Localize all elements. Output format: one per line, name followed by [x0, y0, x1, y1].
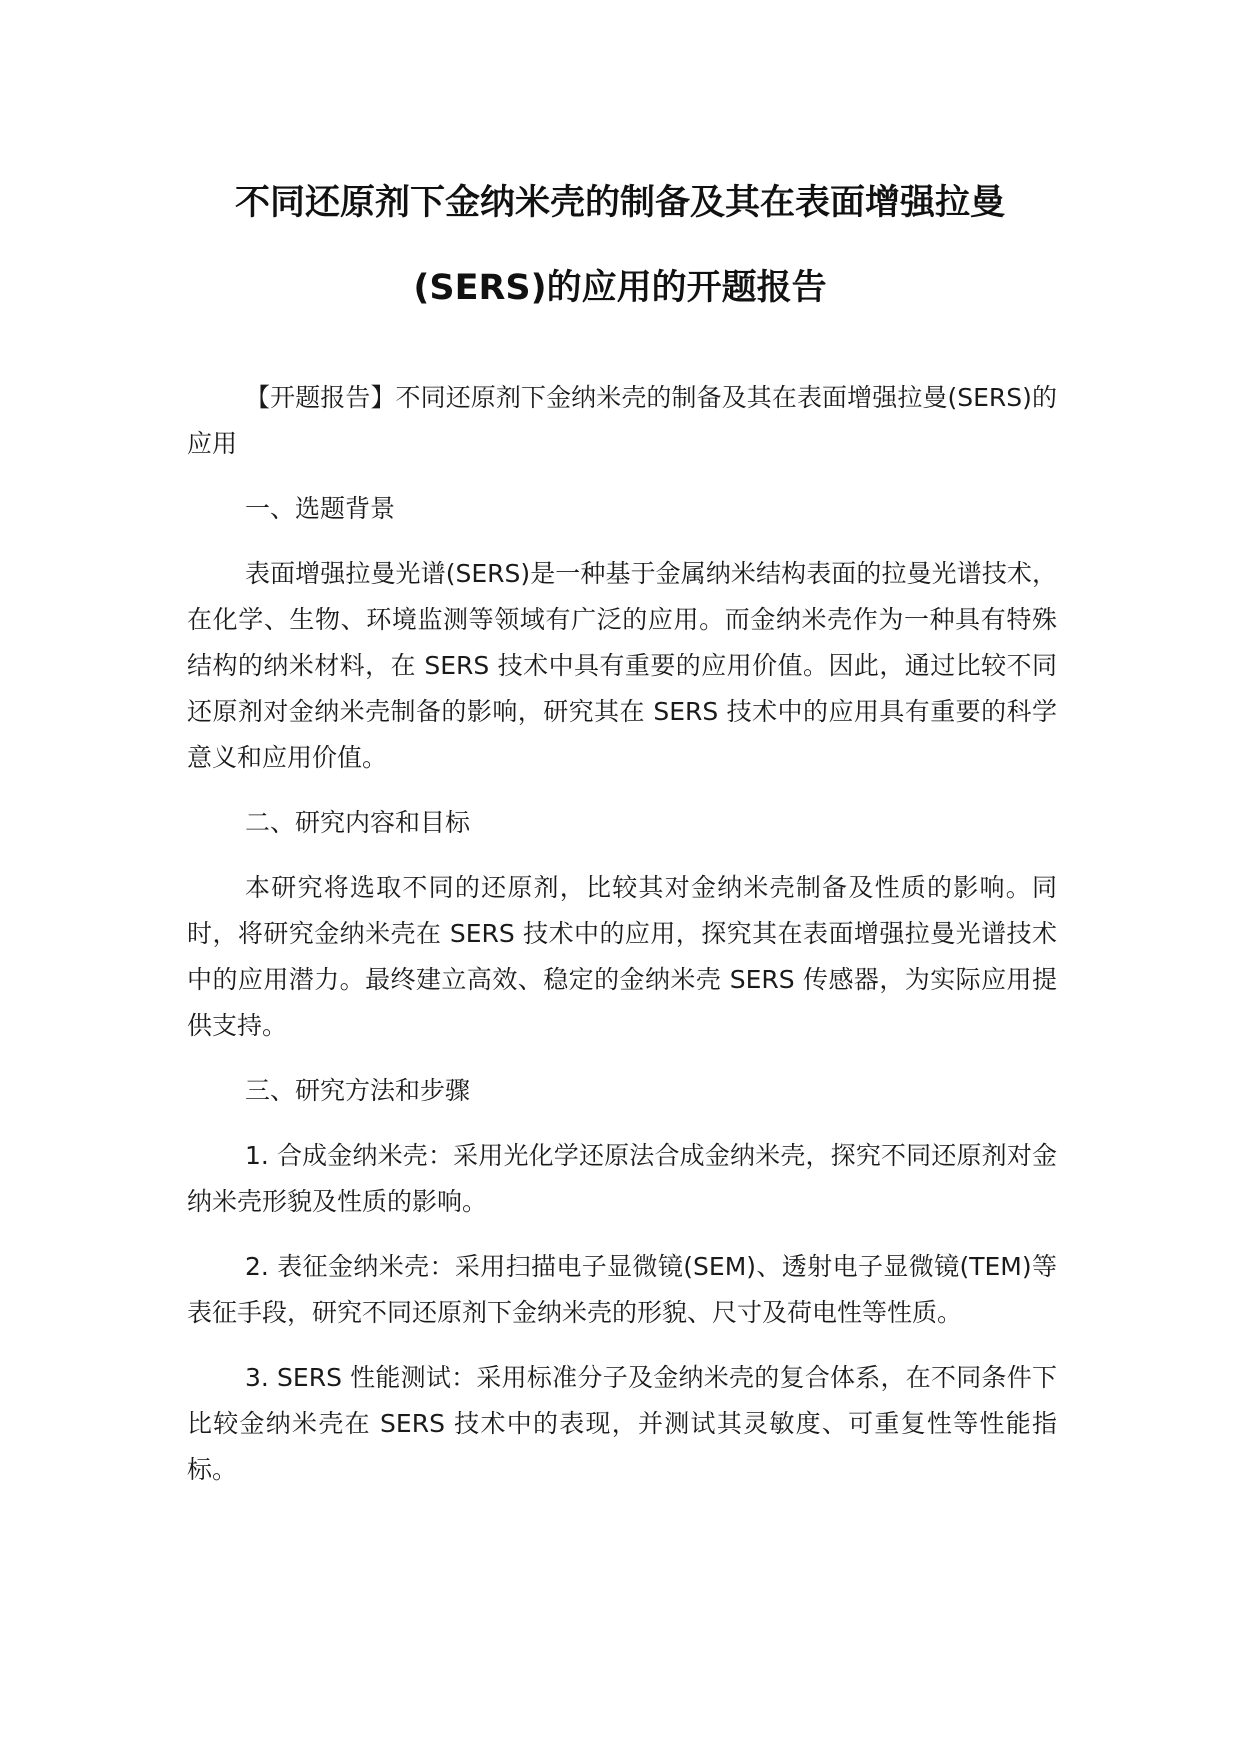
intro-paragraph: 【开题报告】不同还原剂下金纳米壳的制备及其在表面增强拉曼(SERS)的应用 — [187, 383, 1057, 458]
method-step-2: 2. 表征金纳米壳：采用扫描电子显微镜(SEM)、透射电子显微镜(TEM)等表征手段，研究不同还原剂下金纳米壳的形貌、尺寸及荷电性等性质。 — [187, 1252, 1057, 1327]
document-body — [187, 375, 1057, 1512]
document-title-line-1: 不同还原剂下金纳米壳的制备及其在表面增强拉曼 — [234, 183, 1005, 223]
section-heading-methods: 三、研究方法和步骤 — [245, 1076, 471, 1105]
background-paragraph: 表面增强拉曼光谱(SERS)是一种基于金属纳米结构表面的拉曼光谱技术，在化学、生物、环境监测等领域有广泛的应用。而金纳米壳作为一种具有特殊结构的纳米材料，在 SERS 技术中具有重要的应用价值。因此，通过比较不同还原剂对金纳米壳制备的影响，研究其在 SERS 技术中的应用具有重要的科学意义和应用价值。 — [187, 559, 1057, 772]
section-heading-content-goals: 二、研究内容和目标 — [245, 808, 471, 837]
content-goals-paragraph: 本研究将选取不同的还原剂，比较其对金纳米壳制备及性质的影响。同时，将研究金纳米壳在 SERS 技术中的应用，探究其在表面增强拉曼光谱技术中的应用潜力。最终建立高效、稳定的金纳米壳 SERS 传感器，为实际应用提供支持。 — [187, 873, 1057, 1040]
section-heading-background: 一、选题背景 — [245, 494, 396, 523]
method-step-3: 3. SERS 性能测试：采用标准分子及金纳米壳的复合体系，在不同条件下比较金纳米壳在 SERS 技术中的表现，并测试其灵敏度、可重复性等性能指标。 — [187, 1363, 1057, 1484]
document-title-line-2: (SERS)的应用的开题报告 — [413, 268, 827, 308]
method-step-1: 1. 合成金纳米壳：采用光化学还原法合成金纳米壳，探究不同还原剂对金纳米壳形貌及性质的影响。 — [187, 1141, 1057, 1216]
